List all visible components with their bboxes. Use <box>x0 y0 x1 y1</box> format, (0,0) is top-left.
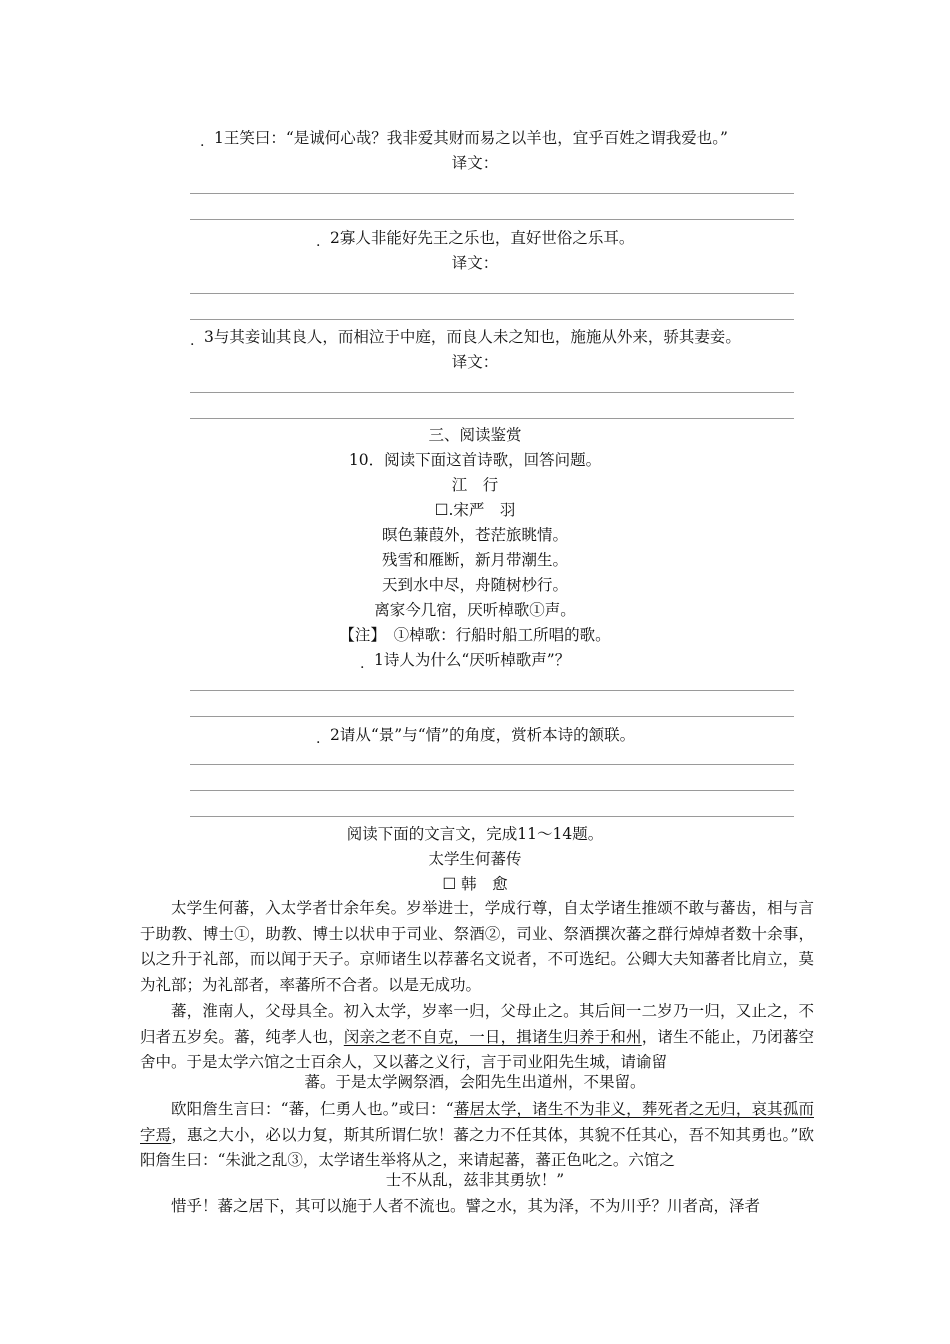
poem-line-2: 残雪和雁断，新月带潮生。 <box>381 551 568 569</box>
sub-question-2 <box>330 724 635 746</box>
translation-label-3: 译文： <box>451 353 499 371</box>
passage-author: ☐ 韩 愈 <box>442 875 508 893</box>
poem-title: 江 行 <box>451 476 499 494</box>
section-title: 三、阅读鉴赏 <box>428 426 522 444</box>
item-text: 诗人为什么“厌听棹歌声”？ <box>383 651 571 669</box>
poem-author: ☐.宋严 羽 <box>434 501 516 519</box>
paragraph-text: ，惠之大小，必以力复，斯其所谓仁欤！蕃之力不任其体，其貌不任其心，吾不知其勇也。”欧阳詹生曰：“朱泚之乱③，太学诸生举将从之，来请起蕃，蕃正色叱之。六馆之 <box>140 1125 814 1169</box>
underlined-sentence: 闵亲之老不自克，一日，揖诸生归养于和州 <box>343 1027 642 1046</box>
passage-intro: 阅读下面的文言文，完成11～14题。 <box>346 825 604 843</box>
poem-note: 【注】 ①棹歌：行船时船工所唱的歌。 <box>339 626 611 644</box>
item-text: 请从“景”与“情”的角度，赏析本诗的颔联。 <box>339 726 636 744</box>
translation-label-2: 译文： <box>451 254 499 272</box>
item-text: 王笑曰：“是诚何心哉？我非爱其财而易之以羊也，宜乎百姓之谓我爱也。” <box>223 129 728 147</box>
translation-item-2 <box>330 227 634 249</box>
question-10-prompt: 10．阅读下面这首诗歌，回答问题。 <box>348 451 602 469</box>
answer-line <box>190 418 794 419</box>
passage-paragraph-2 <box>140 999 814 1076</box>
poem-line-4: 离家今几宿，厌听棹歌①声。 <box>374 601 576 619</box>
item-number: . 1 <box>214 127 224 149</box>
sub-question-1 <box>374 649 570 671</box>
translation-label-1: 译文： <box>451 154 499 172</box>
paragraph-text: 蕃，淮南人，父母具全。初入太学，岁率一归，父母止之。其后间一二岁乃一归，又止之，不归者五岁矣。蕃，纯孝人也， <box>140 1002 814 1046</box>
underlined-sentence: 蕃居太学，诸生不为非义，葬死者之无归，哀其孤而字焉 <box>140 1100 814 1144</box>
answer-line <box>190 392 794 393</box>
item-number: . 2 <box>330 724 340 746</box>
passage-paragraph-4: 惜乎！蕃之居下，其可以施于人者不流也。譬之水，其为泽，不为川乎？川者高，泽者 <box>171 1197 761 1215</box>
passage-title: 太学生何蕃传 <box>428 850 522 868</box>
passage-paragraph-3 <box>140 1097 814 1174</box>
poem-line-3: 天到水中尽，舟随树杪行。 <box>381 576 568 594</box>
paragraph-2-end: 蕃。于是太学阙祭酒，会阳先生出道州，不果留。 <box>304 1073 646 1091</box>
answer-line <box>190 764 794 765</box>
answer-line <box>190 293 794 294</box>
answer-line <box>190 816 794 817</box>
item-number: . 3 <box>204 326 214 348</box>
answer-line <box>190 690 794 691</box>
paragraph-text: ，诸生不能止，乃闭蕃空舍中。于是太学六馆之士百余人，又以蕃之义行，言于司业阳先生城，请谕留 <box>140 1027 814 1071</box>
translation-item-3 <box>204 326 741 348</box>
answer-line <box>190 716 794 717</box>
answer-line <box>190 193 794 194</box>
passage-paragraph-1: 太学生何蕃，入太学者廿余年矣。岁举进士，学成行尊，自太学诸生推颂不敢与蕃齿，相与言于助教、博士①，助教、博士以状申于司业、祭酒②，司业、祭酒撰次蕃之群行焯焯者数十余事，以之升于礼部，而以闻于天子。京师诸生以荐蕃名文说者，不可选纪。公卿大夫知蕃者比肩立，莫为礼部；为礼部者，率蕃所不合者。以是无成功。 <box>140 899 814 994</box>
translation-item-1 <box>214 127 728 149</box>
item-number: . 2 <box>330 227 340 249</box>
item-number: . 1 <box>374 649 384 671</box>
answer-line <box>190 219 794 220</box>
item-text: 寡人非能好先王之乐也，直好世俗之乐耳。 <box>339 229 635 247</box>
paragraph-text: 欧阳詹生言曰：“蕃，仁勇人也。”或曰：“ <box>171 1100 454 1118</box>
paragraph-3-end: 士不从乱，兹非其勇欤！” <box>385 1171 565 1189</box>
answer-line <box>190 790 794 791</box>
item-text: 与其妾讪其良人，而相泣于中庭，而良人未之知也，施施从外来，骄其妻妾。 <box>213 328 741 346</box>
poem-line-1: 暝色蒹葭外，苍茫旅眺情。 <box>381 526 568 544</box>
answer-line <box>190 319 794 320</box>
